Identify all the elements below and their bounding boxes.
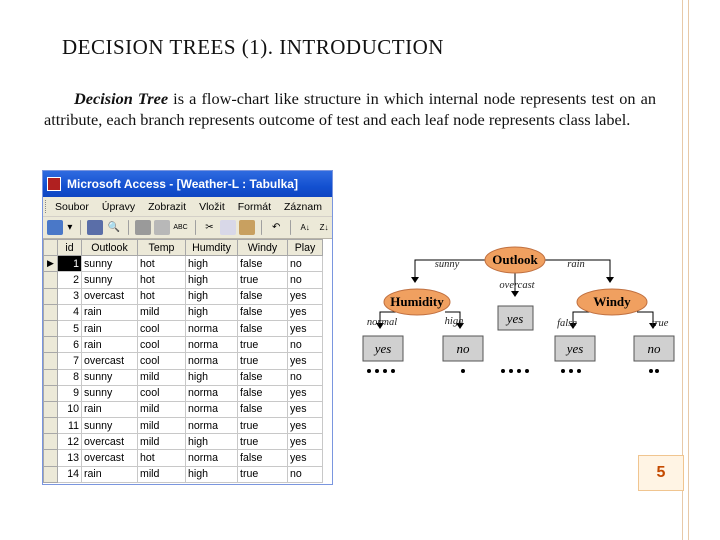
leaf-4-label: yes [566, 341, 584, 356]
table-cell-outlook[interactable]: sunny [82, 418, 138, 434]
access-window [42, 170, 333, 485]
table-cell-play[interactable]: yes [288, 450, 323, 466]
table-cell-play[interactable]: yes [288, 353, 323, 369]
table-cell-id[interactable]: 2 [58, 272, 82, 288]
window-title: Microsoft Access - [Weather-L : Tabulka] [67, 177, 298, 191]
menu-soubor[interactable]: Soubor [55, 200, 89, 213]
table-cell-windy[interactable]: false [238, 385, 288, 401]
table-cell-humdity[interactable]: high [186, 304, 238, 320]
table-cell-outlook[interactable]: sunny [82, 256, 138, 272]
table-cell-humdity[interactable]: high [186, 256, 238, 272]
table-cell-outlook[interactable]: sunny [82, 369, 138, 385]
table-cell-outlook[interactable]: overcast [82, 353, 138, 369]
table-cell-outlook[interactable]: sunny [82, 385, 138, 401]
toolbar-separator [80, 220, 81, 235]
table-cell-play[interactable]: no [288, 337, 323, 353]
table-cell-windy[interactable]: false [238, 401, 288, 417]
edge-label-normal: normal [366, 317, 398, 328]
undo-icon[interactable]: ↶ [272, 222, 281, 233]
table-cell-windy[interactable]: true [238, 418, 288, 434]
leaf-5-label: no [647, 341, 661, 356]
table-cell-outlook[interactable]: rain [82, 401, 138, 417]
menu-vlozit[interactable]: Vložit [199, 200, 225, 213]
toolbar [43, 217, 332, 239]
paste-icon[interactable] [239, 220, 255, 235]
toolbar-separator [128, 220, 129, 235]
table-cell-id[interactable]: 8 [58, 369, 82, 385]
edge-label-true: true [651, 318, 669, 329]
term-decision-tree: Decision Tree [74, 89, 169, 108]
table-cell-play[interactable]: yes [288, 434, 323, 450]
table-cell-humdity[interactable]: high [186, 369, 238, 385]
arrowhead-icon [606, 277, 614, 283]
table-cell-play[interactable]: yes [288, 418, 323, 434]
cut-icon[interactable]: ✂ [205, 222, 214, 233]
table-row[interactable] [44, 401, 323, 417]
edge-label-overcast: overcast [499, 280, 535, 291]
leaf-2-label: no [456, 341, 470, 356]
sort-descending-icon[interactable]: Z↓ [319, 223, 329, 232]
table-row[interactable] [44, 353, 323, 369]
table-cell-id[interactable]: 14 [58, 466, 82, 482]
row-selector[interactable] [44, 320, 58, 336]
table-row[interactable] [44, 450, 323, 466]
column-header-play[interactable]: Play [288, 240, 323, 256]
table-cell-humdity[interactable]: norma [186, 450, 238, 466]
table-cell-play[interactable]: yes [288, 288, 323, 304]
dropdown-icon[interactable]: ▾ [67, 222, 73, 233]
table-cell-windy[interactable]: false [238, 256, 288, 272]
toolbar-separator [290, 220, 291, 235]
table-cell-id[interactable]: 11 [58, 418, 82, 434]
table-cell-windy[interactable]: true [238, 434, 288, 450]
table-cell-humdity[interactable]: high [186, 288, 238, 304]
table-cell-humdity[interactable]: norma [186, 385, 238, 401]
column-header-id[interactable]: id [58, 240, 82, 256]
row-selector[interactable] [44, 401, 58, 417]
table-cell-id[interactable]: 3 [58, 288, 82, 304]
row-selector[interactable] [44, 304, 58, 320]
table-cell-temp[interactable]: cool [138, 337, 186, 353]
spelling-icon[interactable]: ABC [173, 224, 188, 231]
table-header-row [44, 240, 323, 256]
table-row[interactable] [44, 385, 323, 401]
column-header-outlook[interactable]: Outlook [82, 240, 138, 256]
table-cell-windy[interactable]: true [238, 353, 288, 369]
decision-tree-diagram [355, 240, 680, 380]
row-selector[interactable] [44, 353, 58, 369]
table-cell-temp[interactable]: hot [138, 288, 186, 304]
table-cell-temp[interactable]: mild [138, 434, 186, 450]
table-row[interactable] [44, 434, 323, 450]
table-cell-id[interactable]: 5 [58, 320, 82, 336]
edge-label-sunny: sunny [434, 259, 460, 270]
table-cell-play[interactable]: no [288, 369, 323, 385]
print-icon[interactable] [135, 220, 151, 235]
table-cell-play[interactable]: yes [288, 385, 323, 401]
column-header-temp[interactable]: Temp [138, 240, 186, 256]
table-cell-temp[interactable]: mild [138, 401, 186, 417]
table-cell-humdity[interactable]: norma [186, 337, 238, 353]
table-cell-id[interactable]: 7 [58, 353, 82, 369]
leaf-3-label: yes [506, 311, 524, 326]
table-cell-temp[interactable]: mild [138, 304, 186, 320]
continuation-dots [367, 369, 659, 373]
table-cell-outlook[interactable]: rain [82, 320, 138, 336]
leaf-1-label: yes [374, 341, 392, 356]
table-cell-play[interactable]: no [288, 272, 323, 288]
table-cell-temp[interactable]: hot [138, 450, 186, 466]
table-cell-humdity[interactable]: norma [186, 418, 238, 434]
table-row[interactable] [44, 320, 323, 336]
table-cell-play[interactable]: no [288, 256, 323, 272]
table-cell-id[interactable]: 6 [58, 337, 82, 353]
table-cell-windy[interactable]: false [238, 304, 288, 320]
table-row[interactable] [44, 466, 323, 482]
selector-header[interactable] [44, 240, 58, 256]
menu-grip [45, 200, 46, 213]
table-cell-temp[interactable]: mild [138, 466, 186, 482]
table-row[interactable] [44, 418, 323, 434]
node-windy-label: Windy [593, 294, 631, 309]
search-icon[interactable]: 🔍 [107, 222, 120, 233]
toolbar-separator [261, 220, 262, 235]
table-cell-windy[interactable]: true [238, 466, 288, 482]
view-icon[interactable] [47, 220, 63, 235]
edge-label-high: high [444, 316, 464, 327]
copy-icon[interactable] [220, 220, 236, 235]
table-cell-temp[interactable]: cool [138, 385, 186, 401]
table-cell-id[interactable]: 10 [58, 401, 82, 417]
menu-bar [43, 197, 332, 217]
table-cell-temp[interactable]: cool [138, 353, 186, 369]
table-cell-play[interactable]: yes [288, 320, 323, 336]
table-cell-humdity[interactable]: norma [186, 401, 238, 417]
menu-zobrazit[interactable]: Zobrazit [148, 200, 187, 213]
table-cell-temp[interactable]: hot [138, 272, 186, 288]
toolbar-separator [195, 220, 196, 235]
row-selector[interactable] [44, 288, 58, 304]
table-cell-outlook[interactable]: rain [82, 466, 138, 482]
datasheet-table [43, 239, 323, 483]
arrowhead-icon [511, 291, 519, 297]
menu-zaznam[interactable]: Záznam [284, 200, 322, 213]
table-cell-id[interactable]: 1 [58, 256, 82, 272]
page-number: 5 [638, 455, 684, 491]
sort-ascending-icon[interactable]: A↓ [300, 223, 310, 232]
row-selector[interactable] [44, 385, 58, 401]
column-header-humidity[interactable]: Humdity [186, 240, 238, 256]
table-cell-windy[interactable]: false [238, 450, 288, 466]
arrowhead-icon [411, 277, 419, 283]
menu-format[interactable]: Formát [237, 200, 272, 213]
node-outlook-label: Outlook [492, 252, 538, 267]
table-cell-outlook[interactable]: overcast [82, 288, 138, 304]
row-selector[interactable] [44, 337, 58, 353]
table-cell-play[interactable]: yes [288, 304, 323, 320]
table-cell-humdity[interactable]: high [186, 434, 238, 450]
table-cell-play[interactable]: yes [288, 401, 323, 417]
table-cell-outlook[interactable]: rain [82, 337, 138, 353]
edge-label-false: false [557, 318, 577, 329]
slide-title: DECISION TREES (1). INTRODUCTION [62, 35, 444, 59]
table-cell-id[interactable]: 13 [58, 450, 82, 466]
table-row[interactable] [44, 256, 323, 272]
table-row[interactable] [44, 272, 323, 288]
table-cell-outlook[interactable]: rain [82, 304, 138, 320]
menu-upravy[interactable]: Úpravy [101, 200, 136, 213]
table-cell-id[interactable]: 12 [58, 434, 82, 450]
table-cell-humdity[interactable]: norma [186, 320, 238, 336]
edge-label-rain: rain [567, 259, 585, 270]
table-cell-windy[interactable]: false [238, 320, 288, 336]
table-row[interactable] [44, 337, 323, 353]
table-cell-temp[interactable]: cool [138, 320, 186, 336]
table-cell-humdity[interactable]: high [186, 466, 238, 482]
column-header-windy[interactable]: Windy [238, 240, 288, 256]
table-cell-outlook[interactable]: overcast [82, 434, 138, 450]
table-cell-windy[interactable]: true [238, 337, 288, 353]
table-cell-play[interactable]: no [288, 466, 323, 482]
table-cell-windy[interactable]: false [238, 288, 288, 304]
table-cell-temp[interactable]: hot [138, 256, 186, 272]
table-body [44, 256, 323, 483]
table-cell-humdity[interactable]: norma [186, 353, 238, 369]
table-cell-windy[interactable]: false [238, 369, 288, 385]
slide-frame-line [688, 0, 689, 540]
window-titlebar[interactable] [43, 171, 332, 197]
table-cell-id[interactable]: 9 [58, 385, 82, 401]
table-cell-windy[interactable]: true [238, 272, 288, 288]
table-cell-outlook[interactable]: overcast [82, 450, 138, 466]
node-humidity-label: Humidity [390, 294, 444, 309]
table-cell-id[interactable]: 4 [58, 304, 82, 320]
row-selector[interactable] [44, 466, 58, 482]
access-app-icon [47, 177, 61, 191]
current-record-arrow-icon[interactable]: ▶ [44, 256, 58, 272]
table-cell-humdity[interactable]: high [186, 272, 238, 288]
row-selector[interactable] [44, 369, 58, 385]
table-row[interactable] [44, 369, 323, 385]
row-selector[interactable] [44, 434, 58, 450]
row-selector[interactable] [44, 450, 58, 466]
table-row[interactable] [44, 288, 323, 304]
table-cell-temp[interactable]: mild [138, 369, 186, 385]
row-selector[interactable] [44, 272, 58, 288]
table-cell-temp[interactable]: mild [138, 418, 186, 434]
row-selector[interactable] [44, 418, 58, 434]
table-row[interactable] [44, 304, 323, 320]
definition-text: is a flow-chart like structure in which internal node represents test on an attribute, each branch represents outcome of test and each leaf node represents class label. [44, 89, 656, 129]
slide-paragraph [44, 88, 656, 130]
print-preview-icon[interactable] [154, 220, 170, 235]
save-icon[interactable] [87, 220, 103, 235]
table-cell-outlook[interactable]: sunny [82, 272, 138, 288]
